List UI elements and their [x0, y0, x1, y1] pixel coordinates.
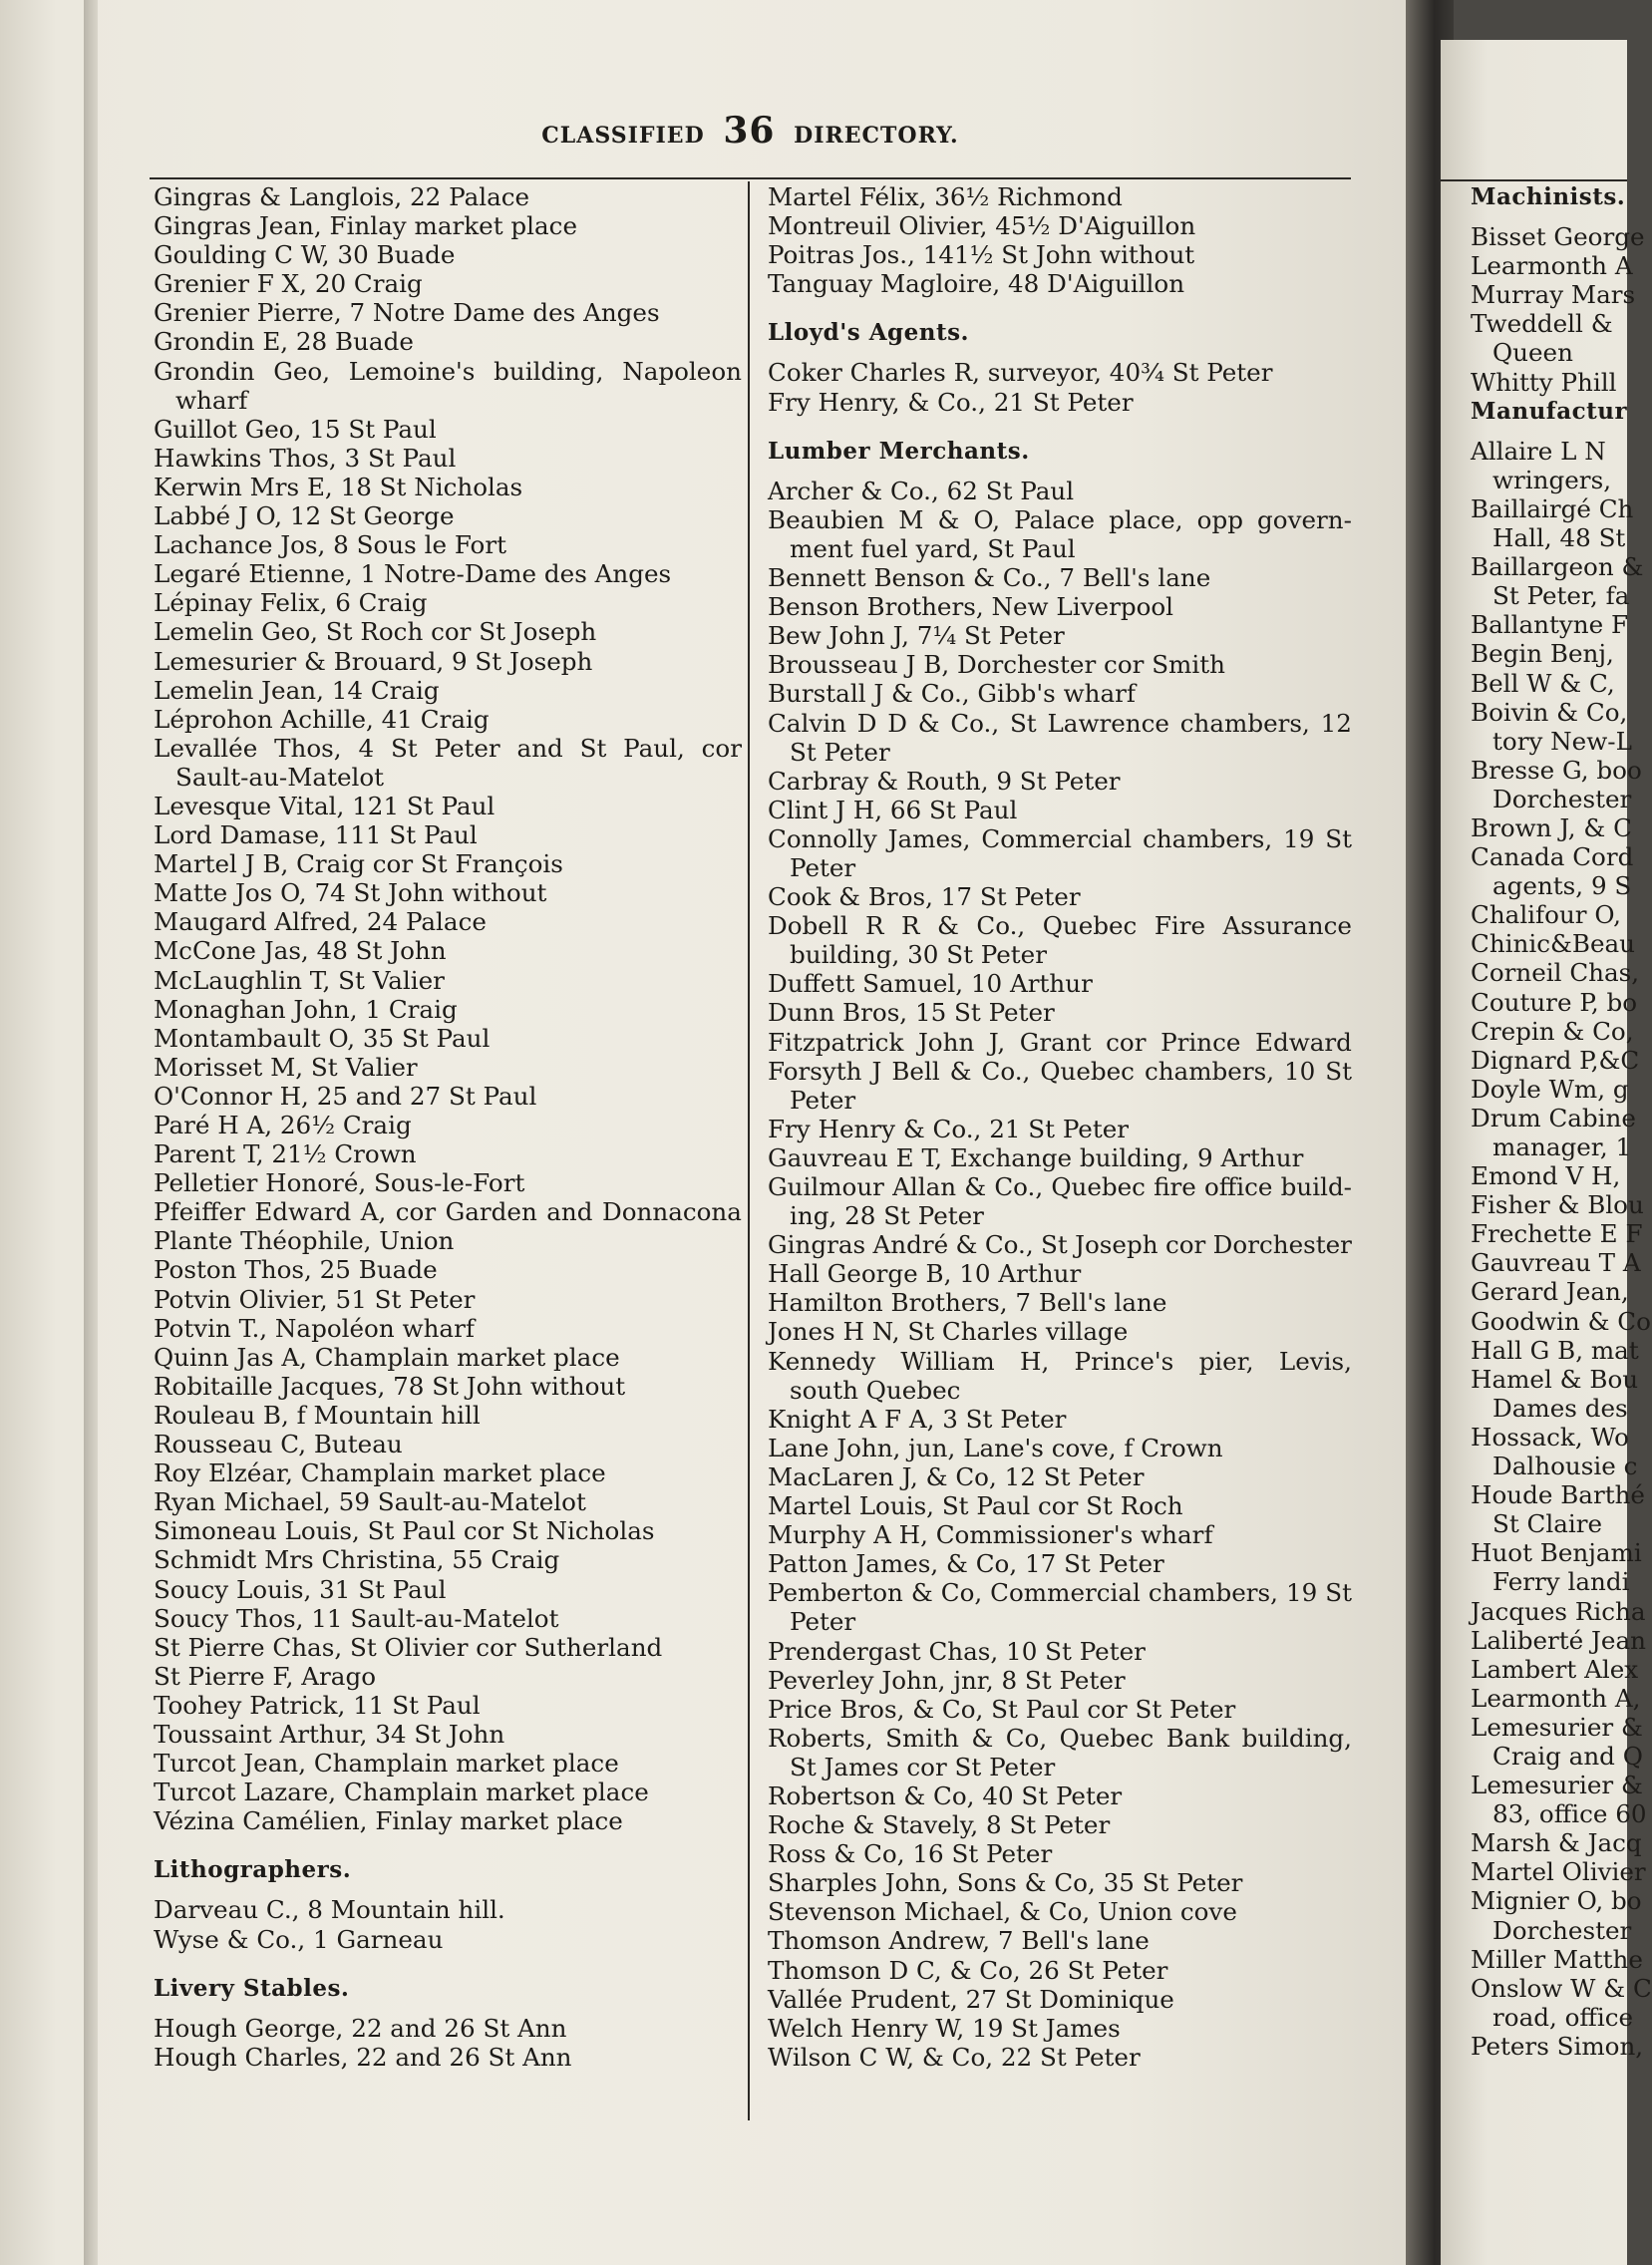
- directory-entry: Potvin Olivier, 51 St Peter: [154, 1284, 476, 1314]
- directory-entry: Price Bros, & Co, St Paul cor St Peter: [768, 1694, 1236, 1724]
- directory-entry: Vézina Camélien, Finlay market place: [154, 1806, 623, 1836]
- directory-entry: St James cor St Peter: [790, 1752, 1056, 1781]
- directory-entry: Ferry landi: [1492, 1567, 1630, 1597]
- directory-entry: Guillot Geo, 15 St Paul: [154, 414, 437, 444]
- directory-entry: Dignard P,&C: [1471, 1045, 1640, 1075]
- directory-entry: Martel Félix, 36½ Richmond: [768, 182, 1123, 211]
- directory-entry: Lemelin Geo, St Roch cor St Joseph: [154, 617, 597, 647]
- right-header-rule: [1441, 179, 1627, 181]
- directory-entry: Ryan Michael, 59 Sault-au-Matelot: [154, 1487, 586, 1517]
- directory-entry: Pelletier Honoré, Sous-le-Fort: [154, 1168, 525, 1198]
- machinists-list: [1471, 222, 1652, 397]
- directory-entry: Grenier F X, 20 Craig: [154, 269, 423, 299]
- directory-entry: Murphy A H, Commissioner's wharf: [768, 1520, 1213, 1550]
- directory-entry: Dalhousie c: [1492, 1452, 1638, 1481]
- header-right: DIRECTORY.: [794, 123, 959, 149]
- directory-entry: Pfeiffer Edward A, cor Garden and Donnacona: [154, 1197, 742, 1227]
- page-number: 36: [723, 110, 776, 152]
- directory-entry: Coker Charles R, surveyor, 40¾ St Peter: [768, 358, 1273, 388]
- directory-entry: Peter: [790, 1085, 856, 1115]
- directory-entry: Patton James, & Co, 17 St Peter: [768, 1549, 1164, 1579]
- directory-entry: Dobell R R & Co., Quebec Fire Assurance: [768, 911, 1352, 941]
- directory-entry: Montreuil Olivier, 45½ D'Aiguillon: [768, 211, 1196, 241]
- directory-entry: Hough George, 22 and 26 St Ann: [154, 2013, 567, 2043]
- directory-entry: O'Connor H, 25 and 27 St Paul: [154, 1081, 537, 1111]
- directory-entry: Lemesurier &: [1471, 1712, 1643, 1742]
- lumber-merchants-list: [768, 477, 1352, 2072]
- directory-entry: Murray Mars: [1471, 280, 1636, 310]
- directory-entry: Dorchester: [1492, 1915, 1632, 1945]
- section-heading-machinists: Machinists.: [1471, 183, 1626, 210]
- directory-entry: Soucy Thos, 11 Sault-au-Matelot: [154, 1603, 559, 1633]
- directory-entry: Peters Simon,: [1471, 2031, 1644, 2061]
- directory-entry: Lane John, jun, Lane's cove, f Crown: [768, 1433, 1223, 1462]
- directory-entry: Léprohon Achille, 41 Craig: [154, 704, 490, 734]
- directory-entry: Morisset M, St Valier: [154, 1052, 418, 1082]
- middle-top-list: [768, 182, 1352, 298]
- directory-entry: Begin Benj,: [1471, 639, 1614, 669]
- directory-entry: Thomson Andrew, 7 Bell's lane: [768, 1926, 1150, 1956]
- directory-entry: Martel Olivier: [1471, 1857, 1646, 1887]
- directory-entry: Kennedy William H, Prince's pier, Levis,: [768, 1346, 1352, 1376]
- directory-entry: Toohey Patrick, 11 St Paul: [154, 1690, 481, 1720]
- directory-entry: Martel J B, Craig cor St François: [154, 849, 563, 879]
- directory-entry: Tanguay Magloire, 48 D'Aiguillon: [768, 269, 1185, 299]
- directory-entry: Turcot Lazare, Champlain market place: [154, 1778, 649, 1807]
- directory-entry: Learmonth A: [1471, 251, 1633, 281]
- directory-entry: Fry Henry, & Co., 21 St Peter: [768, 387, 1134, 417]
- directory-entry: Turcot Jean, Champlain market place: [154, 1749, 619, 1779]
- directory-entry: Hall, 48 St: [1492, 523, 1626, 553]
- directory-entry: Ballantyne F: [1471, 610, 1629, 640]
- directory-entry: MacLaren J, & Co, 12 St Peter: [768, 1461, 1145, 1491]
- header-rule: [150, 177, 1351, 179]
- directory-entry: Lambert Alex: [1471, 1654, 1639, 1684]
- directory-entry: McCone Jas, 48 St John: [154, 936, 447, 966]
- directory-entry: Parent T, 21½ Crown: [154, 1139, 417, 1169]
- directory-entry: Bennett Benson & Co., 7 Bell's lane: [768, 563, 1211, 593]
- directory-entry: Gerard Jean,: [1471, 1277, 1629, 1307]
- directory-entry: Corneil Chas,: [1471, 958, 1640, 988]
- directory-entry: wringers,: [1492, 465, 1612, 494]
- directory-entry: Thomson D C, & Co, 26 St Peter: [768, 1955, 1168, 1985]
- directory-entry: Gingras Jean, Finlay market place: [154, 211, 578, 241]
- directory-entry: Chinic&Beau: [1471, 929, 1636, 959]
- page-edge-shadow: [84, 0, 98, 2265]
- directory-entry: Hossack, Wo: [1471, 1422, 1629, 1452]
- directory-entry: Dorchester: [1492, 784, 1632, 813]
- directory-entry: Dunn Bros, 15 St Peter: [768, 998, 1055, 1028]
- directory-entry: Peverley John, jnr, 8 St Peter: [768, 1665, 1126, 1695]
- directory-entry: Allaire L N: [1471, 436, 1606, 466]
- directory-entry: Lemesurier & Brouard, 9 St Joseph: [154, 646, 593, 676]
- directory-entry: Benson Brothers, New Liverpool: [768, 592, 1174, 622]
- directory-entry: Hamel & Bou: [1471, 1364, 1639, 1394]
- directory-entry: Cook & Bros, 17 St Peter: [768, 882, 1081, 912]
- directory-entry: Soucy Louis, 31 St Paul: [154, 1574, 447, 1604]
- directory-entry: Poston Thos, 25 Buade: [154, 1255, 438, 1285]
- directory-entry: 83, office 60: [1492, 1799, 1647, 1829]
- directory-entry: Roy Elzéar, Champlain market place: [154, 1458, 606, 1488]
- directory-entry: Learmonth A,: [1471, 1683, 1641, 1713]
- directory-entry: St Peter, fa: [1492, 581, 1630, 611]
- section-heading-lloyds-agents: Lloyd's Agents.: [768, 319, 970, 347]
- directory-entry: Toussaint Arthur, 34 St John: [154, 1719, 505, 1749]
- directory-entry: Archer & Co., 62 St Paul: [768, 476, 1075, 505]
- directory-entry: Rouleau B, f Mountain hill: [154, 1400, 481, 1430]
- directory-entry: Craig and Q: [1492, 1741, 1643, 1771]
- directory-entry: Doyle Wm, g: [1471, 1074, 1629, 1104]
- directory-entry: Queen: [1492, 338, 1573, 368]
- page-header: [150, 110, 1351, 152]
- directory-entry: Peter: [790, 852, 856, 882]
- directory-entry: Calvin D D & Co., St Lawrence chambers, 12: [768, 708, 1352, 738]
- directory-entry: Lachance Jos, 8 Sous le Fort: [154, 530, 506, 560]
- directory-entry: Pemberton & Co, Commercial chambers, 19 St: [768, 1578, 1352, 1608]
- directory-entry: Fitzpatrick John J, Grant cor Prince Edward: [768, 1027, 1352, 1057]
- directory-entry: Montambault O, 35 St Paul: [154, 1023, 491, 1053]
- directory-entry: Guilmour Allan & Co., Quebec fire office build-: [768, 1172, 1352, 1201]
- directory-entry: Tweddell &: [1471, 309, 1613, 339]
- directory-entry: Maugard Alfred, 24 Palace: [154, 907, 487, 937]
- directory-entry: Rousseau C, Buteau: [154, 1430, 403, 1459]
- directory-entry: Bisset George: [1471, 222, 1645, 252]
- directory-entry: Baillargeon &: [1471, 552, 1644, 582]
- manufacturers-list: [1471, 437, 1652, 2061]
- directory-entry: Simoneau Louis, St Paul cor St Nicholas: [154, 1516, 655, 1546]
- directory-entry: Boivin & Co,: [1471, 697, 1628, 727]
- directory-entry: ment fuel yard, St Paul: [790, 533, 1076, 563]
- directory-entry: Frechette E F: [1471, 1219, 1643, 1249]
- directory-entry: building, 30 St Peter: [790, 940, 1047, 970]
- directory-entry: Goulding C W, 30 Buade: [154, 240, 456, 270]
- directory-entry: Robertson & Co, 40 St Peter: [768, 1780, 1123, 1810]
- lloyds-agents-list: [768, 358, 1352, 416]
- directory-entry: Quinn Jas A, Champlain market place: [154, 1342, 620, 1372]
- directory-entry: Monaghan John, 1 Craig: [154, 994, 458, 1024]
- directory-entry: Lemesurier &: [1471, 1771, 1643, 1800]
- directory-entry: Drum Cabine: [1471, 1103, 1636, 1132]
- directory-entry: St Claire: [1492, 1509, 1603, 1539]
- directory-entry: Goodwin & Co: [1471, 1306, 1651, 1336]
- right-page: [1441, 40, 1652, 2265]
- directory-entry: Marsh & Jacq: [1471, 1828, 1642, 1858]
- directory-entry: Matte Jos O, 74 St John without: [154, 878, 547, 908]
- directory-entry: Paré H A, 26½ Craig: [154, 1111, 412, 1139]
- directory-entry: Peter: [790, 1607, 856, 1637]
- directory-entry: Roberts, Smith & Co, Quebec Bank building,: [768, 1723, 1352, 1753]
- directory-entry: Wilson C W, & Co, 22 St Peter: [768, 2042, 1141, 2072]
- directory-entry: Connolly James, Commercial chambers, 19 St: [768, 823, 1352, 853]
- directory-entry: ing, 28 St Peter: [790, 1201, 984, 1231]
- directory-entry: Lépinay Felix, 6 Craig: [154, 588, 428, 618]
- directory-entry: Levallée Thos, 4 St Peter and St Paul, cor: [154, 733, 742, 763]
- directory-entry: Emond V H,: [1471, 1161, 1621, 1191]
- directory-entry: Dames des: [1492, 1393, 1628, 1423]
- directory-entry: Gauvreau T A: [1471, 1248, 1641, 1278]
- directory-entry: Lemelin Jean, 14 Craig: [154, 675, 440, 705]
- directory-entry: Vallée Prudent, 27 St Dominique: [768, 1984, 1174, 2014]
- directory-entry: Gauvreau E T, Exchange building, 9 Arthur: [768, 1142, 1304, 1172]
- section-heading-manufacturers: Manufactur: [1471, 397, 1628, 425]
- directory-entry: Forsyth J Bell & Co., Quebec chambers, 10 St: [768, 1056, 1352, 1086]
- directory-entry: Robitaille Jacques, 78 St John without: [154, 1371, 626, 1401]
- directory-entry: Crepin & Co,: [1471, 1016, 1634, 1046]
- directory-entry: Schmidt Mrs Christina, 55 Craig: [154, 1545, 560, 1575]
- directory-entry: Ross & Co, 16 St Peter: [768, 1839, 1053, 1869]
- right-column: [1471, 182, 1652, 2061]
- directory-entry: Jacques Richa: [1471, 1596, 1646, 1626]
- section-heading-lithographers: Lithographers.: [154, 1856, 352, 1884]
- directory-entry: Duffett Samuel, 10 Arthur: [768, 969, 1093, 999]
- directory-entry: Poitras Jos., 141½ St John without: [768, 240, 1195, 270]
- directory-entry: Onslow W & C: [1471, 1973, 1652, 2003]
- directory-entry: St Peter: [790, 737, 890, 767]
- directory-entry: Martel Louis, St Paul cor St Roch: [768, 1491, 1183, 1521]
- directory-entry: Plante Théophile, Union: [154, 1226, 455, 1256]
- directory-entry: Hough Charles, 22 and 26 St Ann: [154, 2042, 572, 2072]
- left-column: [154, 182, 742, 2072]
- section-heading-lumber-merchants: Lumber Merchants.: [768, 437, 1030, 465]
- directory-entry: St Pierre Chas, St Olivier cor Sutherland: [154, 1632, 663, 1662]
- directory-entry: Kerwin Mrs E, 18 St Nicholas: [154, 472, 523, 501]
- directory-entry: Laliberté Jean: [1471, 1625, 1646, 1655]
- directory-entry: Miller Matthe: [1471, 1944, 1643, 1974]
- directory-entry: Brousseau J B, Dorchester cor Smith: [768, 650, 1225, 680]
- directory-entry: Levesque Vital, 121 St Paul: [154, 791, 496, 820]
- directory-entry: road, office: [1492, 2002, 1634, 2032]
- directory-entry: Grenier Pierre, 7 Notre Dame des Anges: [154, 298, 660, 328]
- directory-entry: Roche & Stavely, 8 St Peter: [768, 1810, 1111, 1840]
- directory-entry: Jones H N, St Charles village: [768, 1317, 1129, 1347]
- directory-entry: Gingras & Langlois, 22 Palace: [154, 182, 530, 211]
- directory-entry: Chalifour O,: [1471, 900, 1621, 930]
- section-heading-livery-stables: Livery Stables.: [154, 1974, 350, 2002]
- directory-entry: wharf: [175, 385, 248, 415]
- directory-entry: Canada Cord: [1471, 842, 1634, 872]
- directory-entry: agents, 9 S: [1492, 871, 1632, 901]
- directory-entry: Bew John J, 7¼ St Peter: [768, 621, 1065, 651]
- directory-entry: Brown J, & C: [1471, 812, 1632, 842]
- directory-entry: Darveau C., 8 Mountain hill.: [154, 1895, 505, 1925]
- directory-entry: Stevenson Michael, & Co, Union cove: [768, 1897, 1237, 1927]
- directory-entry: Bresse G, boo: [1471, 755, 1642, 785]
- directory-entry: Prendergast Chas, 10 St Peter: [768, 1636, 1146, 1666]
- directory-entry: St Pierre F, Arago: [154, 1661, 376, 1691]
- directory-entry: Sault-au-Matelot: [175, 762, 385, 792]
- directory-entry: Legaré Etienne, 1 Notre-Dame des Anges: [154, 559, 672, 589]
- directory-entry: Hall G B, mat: [1471, 1335, 1639, 1365]
- directory-entry: Welch Henry W, 19 St James: [768, 2013, 1121, 2043]
- directory-entry: Fisher & Blou: [1471, 1190, 1644, 1220]
- directory-entry: Gingras André & Co., St Joseph cor Dorchester: [768, 1230, 1352, 1260]
- directory-entry: Carbray & Routh, 9 St Peter: [768, 766, 1121, 796]
- directory-entry: Mignier O, bo: [1471, 1886, 1642, 1916]
- lithographers-list: [154, 1895, 742, 1953]
- directory-entry: Labbé J O, 12 St George: [154, 501, 455, 531]
- directory-entry: McLaughlin T, St Valier: [154, 965, 445, 995]
- middle-column: [768, 182, 1352, 2072]
- directory-entry: manager, 1: [1492, 1132, 1632, 1161]
- directory-entry: Grondin E, 28 Buade: [154, 327, 414, 357]
- left-column-list: [154, 182, 742, 1835]
- directory-entry: Fry Henry & Co., 21 St Peter: [768, 1114, 1130, 1143]
- directory-entry: tory New-L: [1492, 726, 1632, 756]
- directory-entry: Houde Barthé: [1471, 1480, 1645, 1510]
- column-divider: [748, 181, 750, 2120]
- directory-entry: Hall George B, 10 Arthur: [768, 1259, 1082, 1289]
- directory-entry: Clint J H, 66 St Paul: [768, 795, 1018, 824]
- directory-entry: Whitty Phill: [1471, 367, 1617, 397]
- header-left: CLASSIFIED: [541, 123, 705, 149]
- directory-entry: Lord Damase, 111 St Paul: [154, 820, 478, 850]
- directory-entry: Grondin Geo, Lemoine's building, Napoleon: [154, 356, 742, 386]
- directory-entry: Bell W & C,: [1471, 668, 1615, 698]
- directory-entry: Beaubien M & O, Palace place, opp govern-: [768, 504, 1352, 534]
- directory-entry: Hawkins Thos, 3 St Paul: [154, 443, 457, 473]
- directory-entry: Couture P, bo: [1471, 987, 1638, 1017]
- livery-stables-list: [154, 2014, 742, 2072]
- directory-entry: Baillairgé Ch: [1471, 493, 1634, 523]
- directory-entry: south Quebec: [790, 1375, 961, 1405]
- directory-entry: Potvin T., Napoléon wharf: [154, 1313, 475, 1343]
- directory-entry: Sharples John, Sons & Co, 35 St Peter: [768, 1868, 1243, 1898]
- directory-entry: Knight A F A, 3 St Peter: [768, 1404, 1067, 1434]
- directory-entry: Wyse & Co., 1 Garneau: [154, 1924, 444, 1954]
- directory-entry: Burstall J & Co., Gibb's wharf: [768, 679, 1137, 709]
- directory-entry: Hamilton Brothers, 7 Bell's lane: [768, 1288, 1167, 1318]
- directory-entry: Huot Benjami: [1471, 1538, 1642, 1568]
